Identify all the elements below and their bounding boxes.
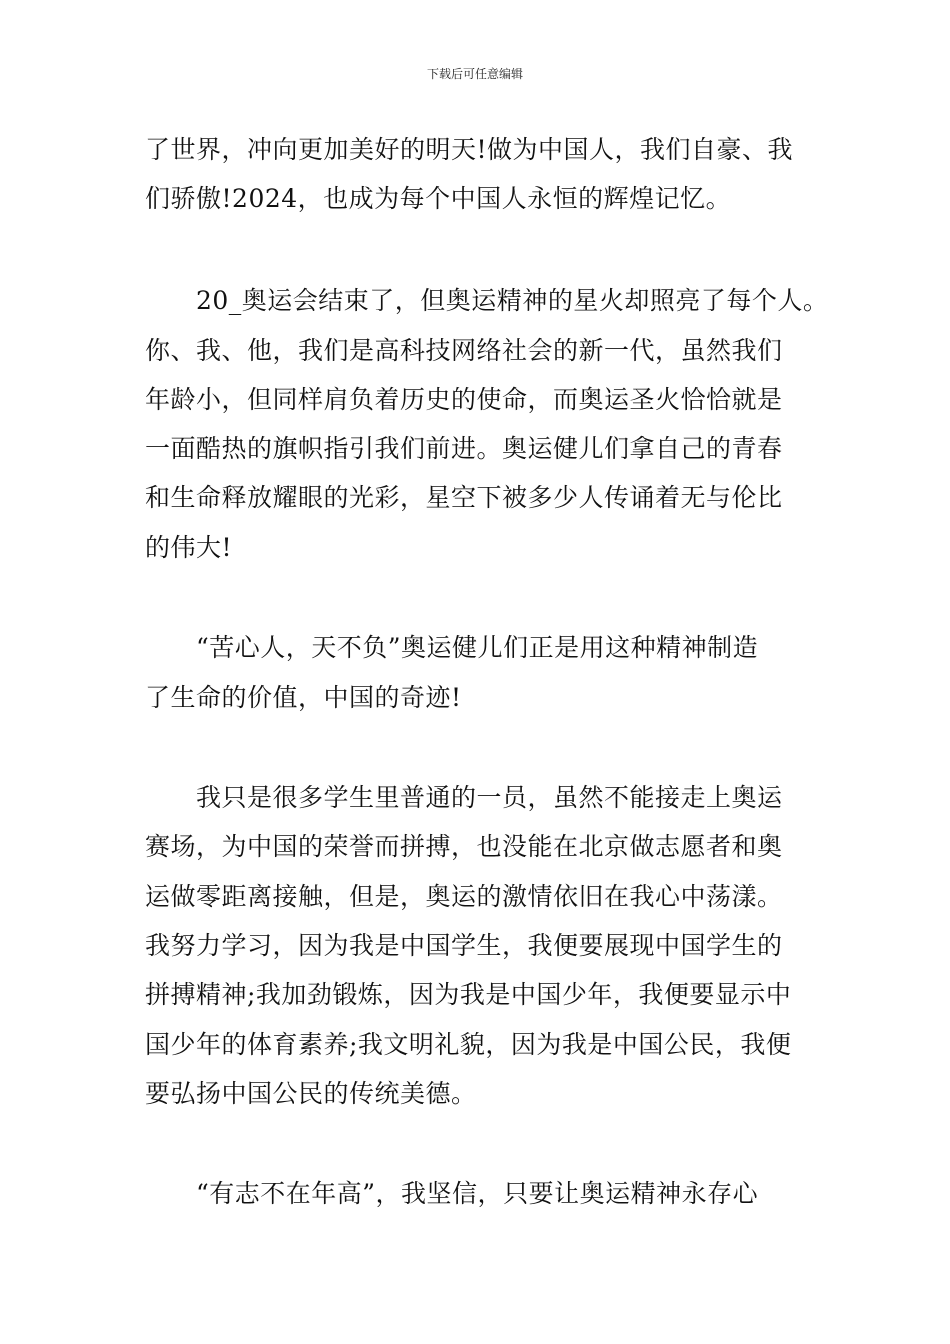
text-line: 要弘扬中国公民的传统美德。 — [145, 1079, 477, 1108]
text-line: 20_奥运会结束了，但奥运精神的星火却照亮了每个人。 — [196, 286, 829, 315]
text-line: 运做零距离接触，但是，奥运的激情依旧在我心中荡漾。 — [145, 882, 783, 911]
text-line: 我努力学习，因为我是中国学生，我便要展现中国学生的 — [145, 931, 783, 960]
text-line: 一面酷热的旗帜指引我们前进。奥运健儿们拿自己的青春 — [145, 434, 783, 463]
text-line: 们骄傲!2024，也成为每个中国人永恒的辉煌记忆。 — [145, 184, 732, 213]
text-line: 了生命的价值，中国的奇迹! — [145, 683, 462, 712]
text-line: 和生命释放耀眼的光彩，星空下被多少人传诵着无与伦比 — [145, 483, 783, 512]
text-line: 拼搏精神;我加劲锻炼，因为我是中国少年，我便要显示中 — [145, 980, 792, 1009]
page-header: 下载后可任意编辑 — [426, 67, 523, 81]
text-line: “有志不在年高”，我坚信，只要让奥运精神永存心 — [196, 1179, 759, 1208]
text-line: 了世界，冲向更加美好的明天!做为中国人，我们自豪、我 — [145, 135, 794, 164]
text-line: 我只是很多学生里普通的一员，虽然不能接走上奥运 — [196, 783, 783, 812]
text-line: 赛场，为中国的荣誉而拼搏，也没能在北京做志愿者和奥 — [145, 832, 783, 861]
text-line: 国少年的体育素养;我文明礼貌，因为我是中国公民，我便 — [145, 1030, 792, 1059]
text-line: 的伟大! — [145, 533, 233, 562]
text-line: “苦心人，天不负”奥运健儿们正是用这种精神制造 — [196, 633, 759, 662]
text-line: 你、我、他，我们是高科技网络社会的新一代，虽然我们 — [145, 336, 783, 365]
text-line: 年龄小，但同样肩负着历史的使命，而奥运圣火恰恰就是 — [145, 385, 783, 414]
